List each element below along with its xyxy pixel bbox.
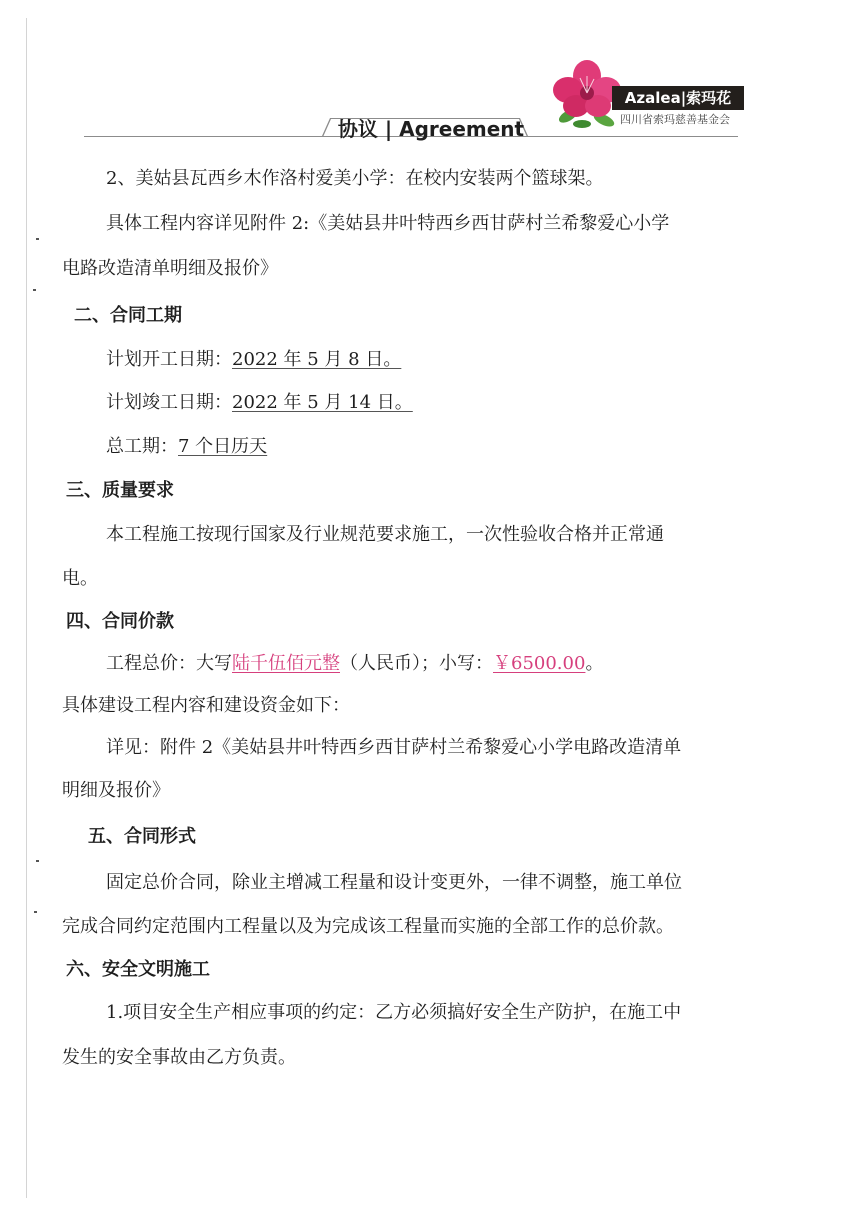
detail-reference-cont: 明细及报价》 (62, 780, 170, 801)
total-duration-line (106, 434, 267, 460)
price-in-words: 陆千伍佰元整 (232, 653, 340, 674)
quality-text: 本工程施工按现行国家及行业规范要求施工，一次性验收合格并正常通 (106, 524, 664, 545)
quality-text-cont: 电。 (62, 568, 98, 589)
page-header-title: 协议 | Agreement (337, 117, 525, 141)
scan-margin-line (26, 18, 27, 1198)
attachment-reference-cont: 电路改造清单明细及报价》 (62, 258, 278, 279)
price-in-figures: ￥6500.00 (493, 653, 586, 674)
price-line (106, 651, 603, 677)
detail-reference: 详见：附件 2《美姑县井叶特西乡西甘萨村兰希黎爱心小学电路改造清单 (106, 737, 682, 758)
attachment-reference: 具体工程内容详见附件 2:《美姑县井叶特西乡西甘萨村兰希黎爱心小学 (106, 213, 670, 234)
section-heading-safety: 六、安全文明施工 (66, 959, 210, 980)
safety-text-cont: 发生的安全事故由乙方负责。 (62, 1047, 296, 1068)
contract-form-text-cont: 完成合同约定范围内工程量以及为完成该工程量而实施的全部工作的总价款。 (62, 916, 674, 937)
section-heading-duration: 二、合同工期 (74, 305, 182, 326)
end-date-line (106, 390, 413, 416)
end-date-label: 计划竣工日期： (106, 392, 232, 413)
price-currency-note: （人民币）；小写： (340, 653, 493, 674)
scan-speck (34, 911, 37, 913)
start-date-label: 计划开工日期： (106, 349, 232, 370)
logo-brand: Azalea|索玛花 (612, 86, 744, 110)
section-heading-price: 四、合同价款 (66, 611, 174, 632)
end-date-value: 2022 年 5 月 14 日。 (232, 392, 413, 413)
clause-item-2: 2、美姑县瓦西乡木作洛村爱美小学：在校内安装两个篮球架。 (106, 168, 604, 189)
start-date-line (106, 347, 401, 373)
price-label: 工程总价：大写 (106, 653, 232, 674)
total-duration-value: 7 个日历天 (178, 436, 268, 457)
funds-intro: 具体建设工程内容和建设资金如下： (62, 695, 350, 716)
contract-form-text: 固定总价合同，除业主增减工程量和设计变更外，一律不调整，施工单位 (106, 872, 682, 893)
scan-speck (36, 860, 39, 862)
section-heading-quality: 三、质量要求 (66, 480, 174, 501)
start-date-value: 2022 年 5 月 8 日。 (232, 349, 402, 370)
price-end: 。 (585, 653, 604, 674)
total-duration-label: 总工期： (106, 436, 178, 457)
scan-speck (36, 238, 39, 240)
safety-text: 1.项目安全生产相应事项的约定：乙方必须搞好安全生产防护，在施工中 (106, 1002, 682, 1023)
section-heading-form: 五、合同形式 (88, 826, 196, 847)
scan-speck (33, 289, 36, 291)
logo-org-name: 四川省索玛慈善基金会 (620, 113, 730, 126)
